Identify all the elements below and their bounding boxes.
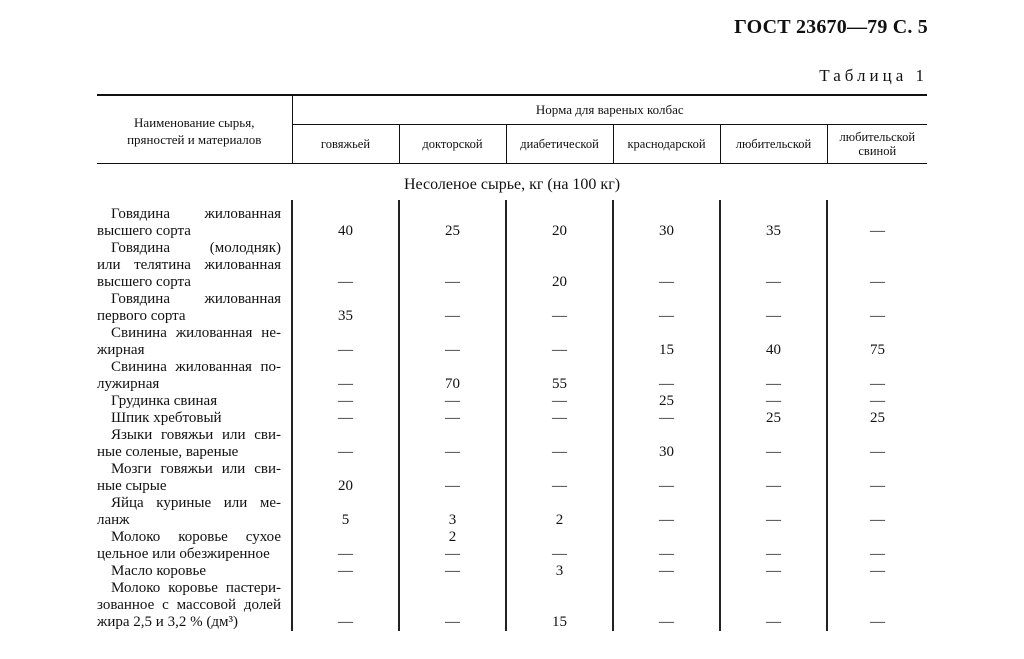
norm-value-text: — [659, 410, 674, 426]
material-name-line: ные сырые [97, 478, 167, 494]
norm-value [292, 291, 399, 325]
norm-value-text: 40 [338, 223, 353, 239]
norm-value-text: — [659, 563, 674, 579]
norm-value-text: 25 [870, 410, 886, 426]
norm-value-text: 15 [659, 342, 674, 358]
norm-value [292, 240, 399, 291]
norm-value-text: — [445, 308, 460, 324]
norm-value-text: — [659, 308, 674, 324]
table-row [97, 206, 927, 240]
norm-value-text: — [766, 546, 781, 562]
norm-value-text: — [870, 546, 886, 562]
norm-value [506, 427, 613, 461]
norm-value [506, 359, 613, 393]
norm-value-text: 35 [338, 308, 353, 324]
material-name-line: Свинина жилованная не- [111, 325, 281, 341]
norm-value-text: 20 [338, 478, 353, 494]
material-name-line: Говядина жилованная [111, 206, 281, 222]
norm-value-text: — [766, 478, 781, 494]
material-name [97, 291, 292, 325]
norm-value-text: 30 [659, 444, 674, 460]
norm-value-text: — [445, 342, 460, 358]
norm-value [827, 410, 927, 427]
norm-value [292, 495, 399, 529]
norm-value [720, 325, 827, 359]
norm-value [292, 461, 399, 495]
material-name [97, 563, 292, 580]
norm-value [613, 325, 720, 359]
norm-value [506, 410, 613, 427]
norm-value [399, 393, 506, 410]
norm-value-text: — [766, 393, 781, 409]
norm-value [613, 461, 720, 495]
material-name-line: высшего сорта [97, 274, 191, 290]
norm-value-text: — [552, 393, 567, 409]
norm-value [506, 393, 613, 410]
norm-value [399, 563, 506, 580]
material-name [97, 529, 292, 563]
norm-value [720, 529, 827, 563]
norm-value [292, 410, 399, 427]
norm-value-text: — [445, 444, 460, 460]
norm-value [399, 240, 506, 291]
norm-value [720, 359, 827, 393]
table-row [97, 325, 927, 359]
material-name-line: Молоко коровье пастери- [111, 580, 281, 596]
norm-value-text: — [659, 546, 674, 562]
norm-value-text: 20 [552, 223, 567, 239]
norm-value [720, 495, 827, 529]
norm-value [720, 393, 827, 410]
table-row [97, 427, 927, 461]
group-header: Норма для вареных колбас [292, 95, 927, 125]
norm-value [292, 580, 399, 631]
material-name-line: зованное с массовой долей [97, 597, 281, 613]
norm-value [613, 495, 720, 529]
norm-value-text: — [659, 478, 674, 494]
norm-value-text: — [552, 444, 567, 460]
norm-value [827, 427, 927, 461]
norm-value [720, 410, 827, 427]
norm-value [827, 291, 927, 325]
norm-value [827, 461, 927, 495]
norm-value-text: — [870, 444, 886, 460]
norm-value-text: 25 [659, 393, 674, 409]
table-row [97, 563, 927, 580]
norm-value-text: — [338, 614, 353, 630]
norm-value-text: — [870, 274, 886, 290]
table-row [97, 393, 927, 410]
norm-value-text: — [766, 444, 781, 460]
norm-value-text: — [338, 342, 353, 358]
norm-value [292, 325, 399, 359]
material-name-line: Языки говяжьи или сви- [111, 427, 281, 443]
norm-value [292, 427, 399, 461]
material-name [97, 461, 292, 495]
norm-value-text: — [552, 342, 567, 358]
material-name-line: высшего сорта [97, 223, 191, 239]
norm-value-text: — [870, 614, 886, 630]
material-name-line: Масло коровье [111, 563, 206, 579]
norm-value-text: — [338, 410, 353, 426]
material-name-line: жирная [97, 342, 145, 358]
norm-value-text: — [552, 308, 567, 324]
material-name-line: Свинина жилованная по- [111, 359, 281, 375]
norm-value-text: 25 [766, 410, 781, 426]
norm-value-text: — [870, 308, 886, 324]
norm-value [613, 240, 720, 291]
norm-value [827, 495, 927, 529]
norm-value [827, 240, 927, 291]
norm-value-text: — [338, 444, 353, 460]
norm-value-text: — [766, 614, 781, 630]
norm-value-text: — [338, 546, 353, 562]
norm-value-text: — [870, 223, 886, 239]
norm-value-text: — [870, 563, 886, 579]
norm-value-text: 25 [445, 223, 460, 239]
norm-value [506, 461, 613, 495]
norm-value [506, 529, 613, 563]
norm-value-text: 75 [870, 342, 886, 358]
norm-value-text: — [552, 410, 567, 426]
norm-value [292, 529, 399, 563]
norm-value-text: — [766, 308, 781, 324]
table-row [97, 461, 927, 495]
norm-value-text: — [338, 563, 353, 579]
norm-value-text: — [445, 614, 460, 630]
norm-value [827, 359, 927, 393]
norm-value [506, 240, 613, 291]
norm-value [720, 461, 827, 495]
norm-value-text: — [659, 376, 674, 392]
norm-value [292, 206, 399, 240]
norm-value [613, 359, 720, 393]
material-name [97, 495, 292, 529]
norm-value [613, 410, 720, 427]
norm-value [827, 206, 927, 240]
norm-value [613, 291, 720, 325]
norm-value [613, 393, 720, 410]
norm-value-text: — [445, 410, 460, 426]
table-label: Таблица 1 [819, 66, 928, 85]
norm-value-text: — [659, 274, 674, 290]
norm-value-text: — [338, 376, 353, 392]
norm-value [399, 325, 506, 359]
norm-value-text: 70 [445, 376, 460, 392]
norm-value [506, 495, 613, 529]
norm-value [613, 580, 720, 631]
material-name-line: цельное или обезжиренное [97, 546, 270, 562]
material-name [97, 240, 292, 291]
name-header-line: пряностей и материалов [127, 132, 262, 147]
column-header: любительской свиной [827, 125, 927, 164]
norm-value [720, 427, 827, 461]
norm-value [613, 563, 720, 580]
norm-value [506, 206, 613, 240]
norm-value-text: 40 [766, 342, 781, 358]
norm-value [613, 206, 720, 240]
norm-value-text: 3 [448, 512, 457, 528]
norm-value-text: — [766, 274, 781, 290]
material-name-line: Шпик хребтовый [111, 410, 222, 426]
norm-value-text: 3 [555, 563, 564, 579]
norm-value-text: — [870, 393, 886, 409]
norm-value-text: — [338, 274, 353, 290]
table-row [97, 240, 927, 291]
norm-value [827, 563, 927, 580]
norm-value-text: — [766, 512, 781, 528]
name-column-header [97, 95, 292, 164]
material-name-line: Яйца куриные или ме- [111, 495, 281, 511]
material-name-line: Говядина жилованная [111, 291, 281, 307]
norm-value-text: 35 [766, 223, 781, 239]
norm-value-text: — [445, 563, 460, 579]
norm-value-text: — [659, 614, 674, 630]
norm-value-text: — [870, 478, 886, 494]
table-row [97, 529, 927, 563]
norm-value [399, 206, 506, 240]
norm-value-text: 2 [555, 512, 564, 528]
norm-value-text: 30 [659, 223, 674, 239]
material-name-line: первого сорта [97, 308, 186, 324]
norm-value-text: — [870, 376, 886, 392]
section-title: Несоленое сырье, кг (на 100 кг) [403, 176, 621, 193]
material-name-line: Молоко коровье сухое [111, 529, 281, 545]
norm-value-text: — [766, 563, 781, 579]
name-header-line: Наименование сырья, [134, 115, 255, 130]
norm-value [292, 359, 399, 393]
norm-value [506, 580, 613, 631]
material-name-line: жира 2,5 и 3,2 % (дм³) [97, 614, 238, 630]
norm-value [399, 580, 506, 631]
norm-value-text: — [338, 393, 353, 409]
material-name [97, 206, 292, 240]
norm-value [506, 291, 613, 325]
norm-value [827, 393, 927, 410]
norm-value-text: — [659, 512, 674, 528]
norm-value [720, 291, 827, 325]
norm-value-text: — [766, 376, 781, 392]
material-name-line: Мозги говяжьи или сви- [111, 461, 281, 477]
table-row [97, 580, 927, 631]
material-name-line: лужирная [97, 376, 160, 392]
norm-value [292, 563, 399, 580]
norm-value [613, 427, 720, 461]
column-header: краснодарской [613, 125, 720, 164]
norm-value [720, 580, 827, 631]
norm-value [720, 240, 827, 291]
table-row [97, 410, 927, 427]
table-row [97, 291, 927, 325]
table-row [97, 359, 927, 393]
norm-value [399, 427, 506, 461]
column-header: диабетической [506, 125, 613, 164]
material-name [97, 359, 292, 393]
material-name [97, 427, 292, 461]
norm-value-text: 55 [552, 376, 567, 392]
norm-value-text: — [445, 393, 460, 409]
norm-value [399, 529, 506, 563]
material-name [97, 325, 292, 359]
norm-value [720, 563, 827, 580]
material-name-line: ные соленые, вареные [97, 444, 239, 460]
norms-table [97, 94, 927, 631]
norm-value [292, 393, 399, 410]
norm-value-text: — [445, 478, 460, 494]
norm-value [613, 529, 720, 563]
norm-value-text: 20 [552, 274, 567, 290]
column-header: говяжьей [292, 125, 399, 164]
norm-value-text: — [552, 478, 567, 494]
norm-value [399, 291, 506, 325]
column-header: любительской [720, 125, 827, 164]
material-name [97, 410, 292, 427]
material-name-line: Говядина (молодняк) [111, 240, 281, 256]
norm-value-text: 2 [448, 529, 457, 545]
norm-value-text: — [445, 546, 460, 562]
norm-value-text: 15 [552, 614, 567, 630]
norm-value [827, 529, 927, 563]
material-name [97, 580, 292, 631]
table-row [97, 495, 927, 529]
norm-value [506, 563, 613, 580]
material-name-line: или телятина жилованная [97, 257, 281, 273]
norm-value [720, 206, 827, 240]
norm-value [399, 495, 506, 529]
norm-value-text: — [445, 274, 460, 290]
material-name-line: ланж [97, 512, 130, 528]
norm-value [506, 325, 613, 359]
document-reference: ГОСТ 23670—79 С. 5 [734, 16, 928, 38]
norm-value-text: 5 [341, 512, 350, 528]
column-header: докторской [399, 125, 506, 164]
norm-value-text: — [552, 546, 567, 562]
norm-value [399, 410, 506, 427]
material-name-line: Грудинка свиная [111, 393, 218, 409]
material-name [97, 393, 292, 410]
norm-value [399, 359, 506, 393]
norm-value [827, 325, 927, 359]
norm-value-text: — [870, 512, 886, 528]
norm-value [827, 580, 927, 631]
norm-value [399, 461, 506, 495]
